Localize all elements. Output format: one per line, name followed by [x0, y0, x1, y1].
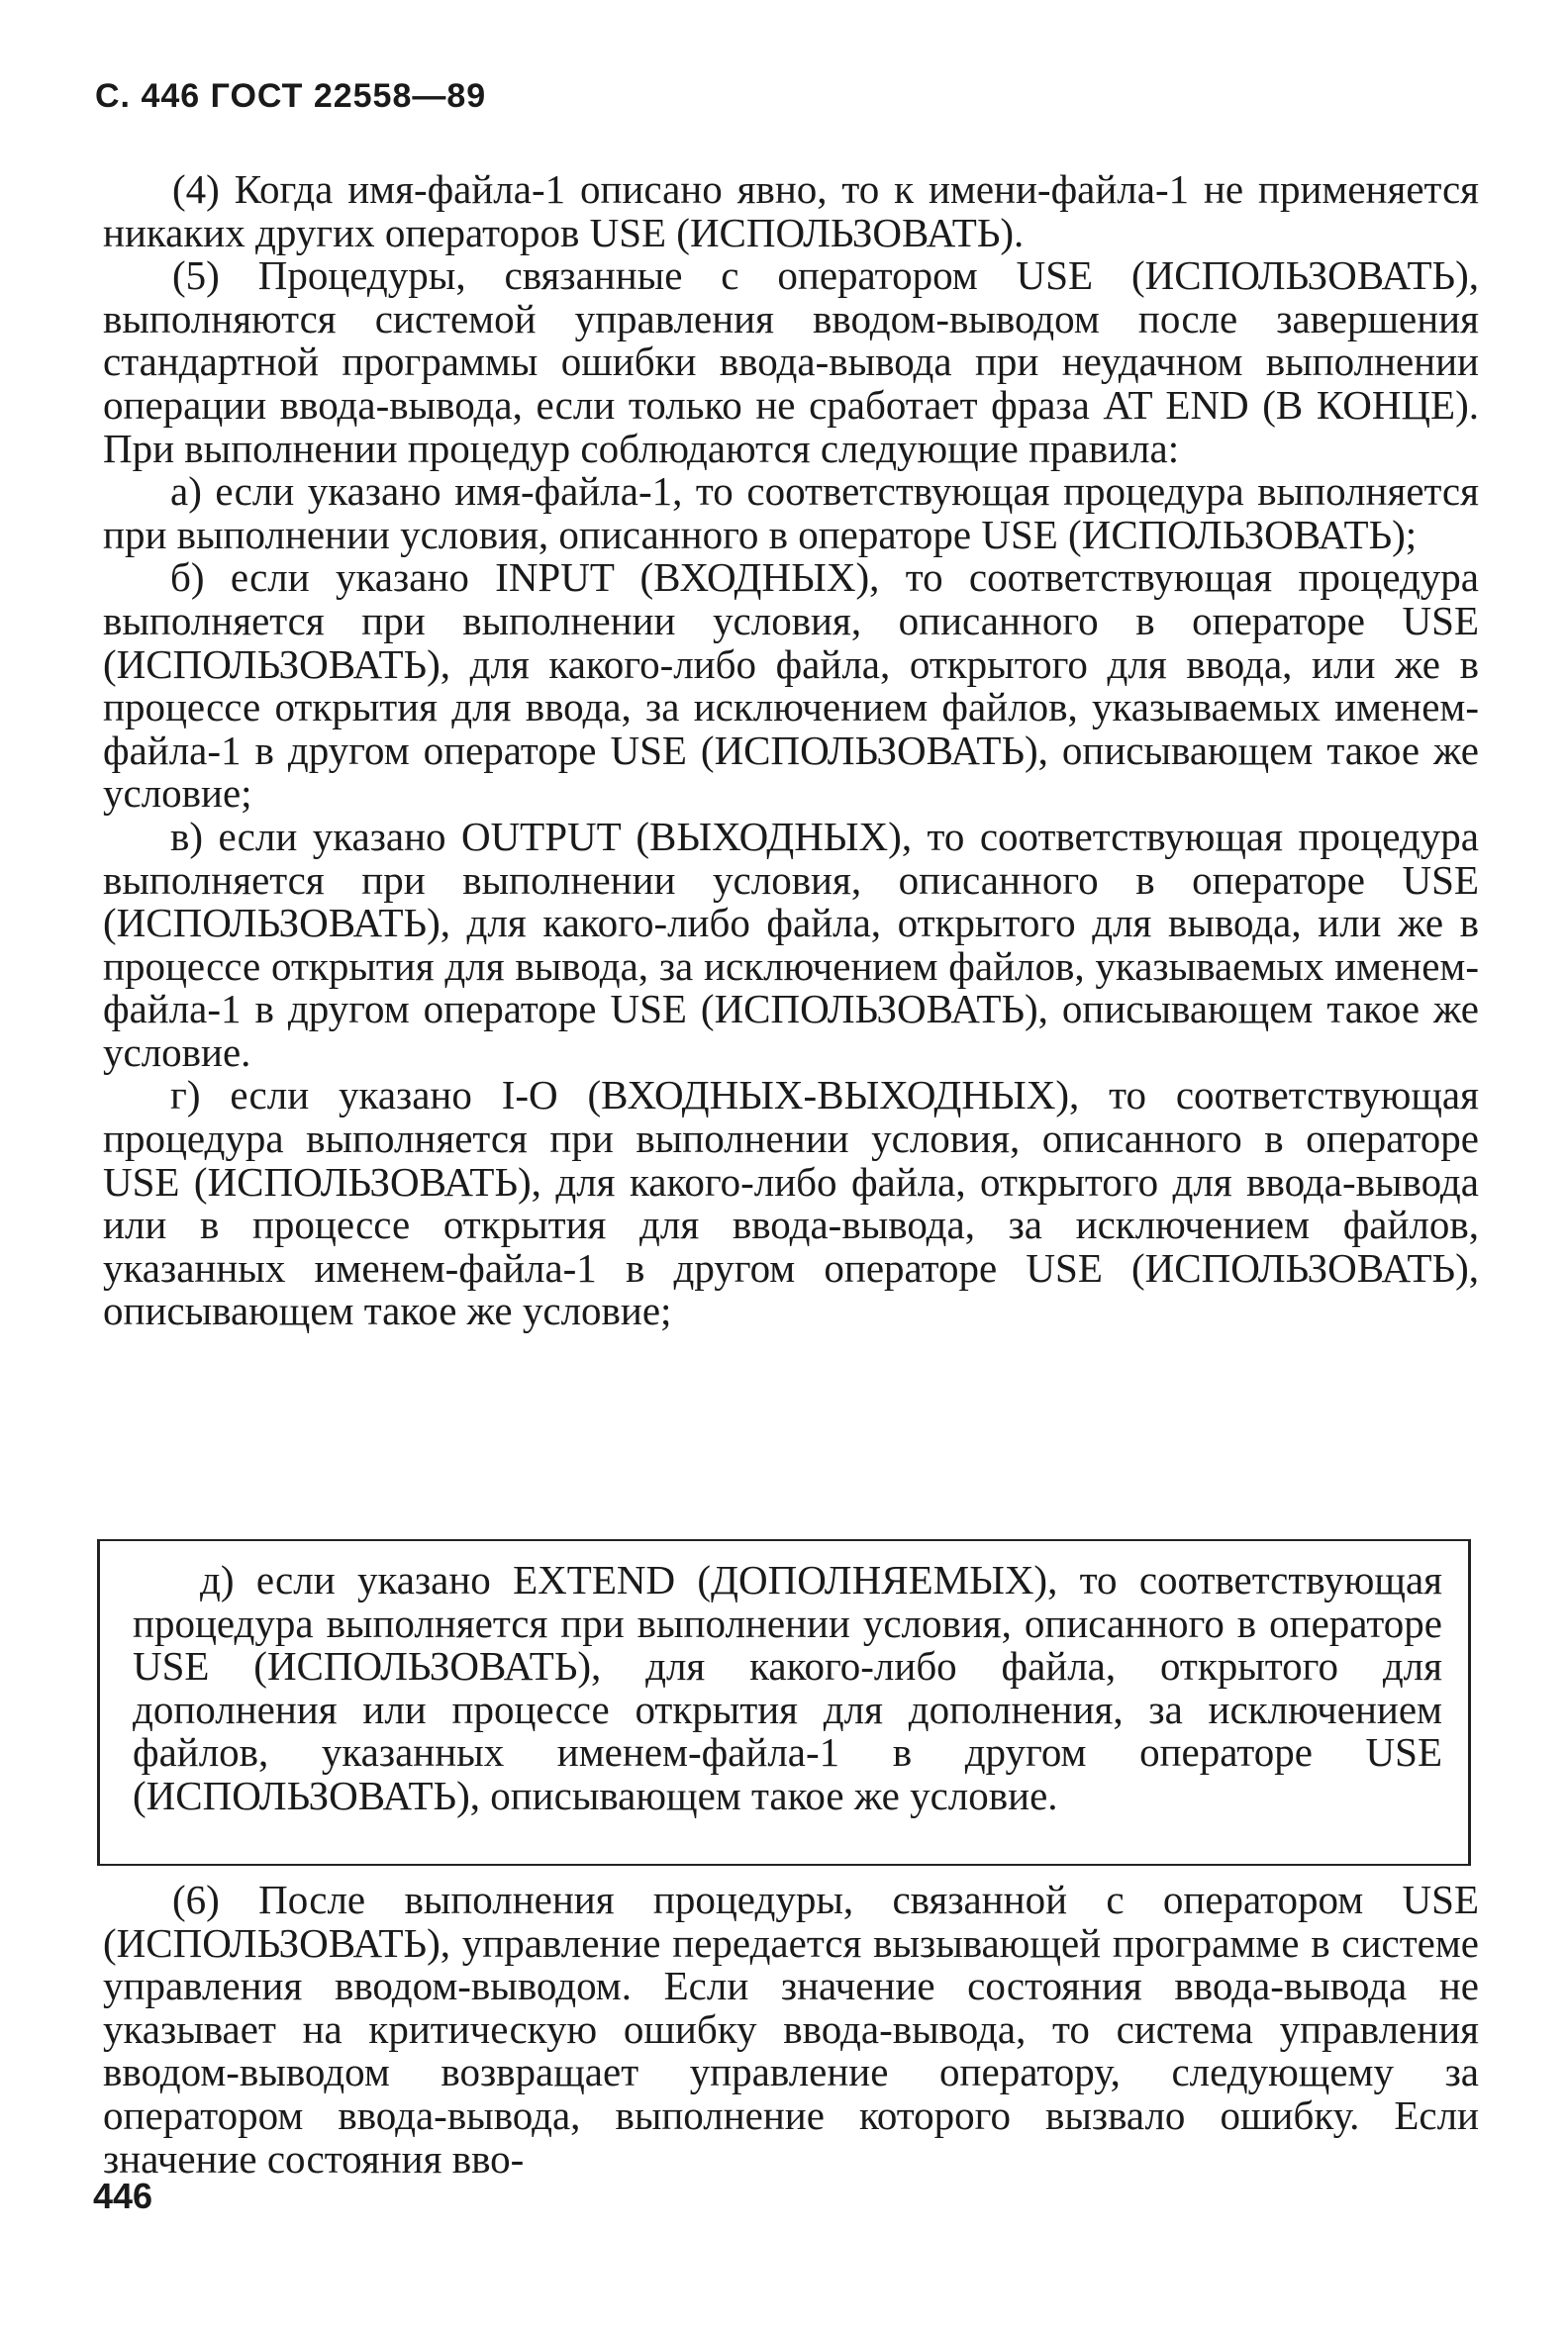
main-text-block	[103, 168, 1479, 1333]
boxed-text-block	[133, 1559, 1442, 1818]
paragraph-4: (4) Когда имя-файла-1 описано явно, то к имени-файла-1 не применяется никаких других операторов USE (ИСПОЛЬЗОВАТЬ).	[103, 166, 1479, 255]
boxed-amendment	[97, 1539, 1471, 1866]
list-item-v: в) если указано OUTPUT (ВЫХОДНЫХ), то соответствующая процедура выполняется при выполнении условия, описанного в операторе USE (ИСПОЛЬЗОВАТЬ), для какого-либо файла, открытого для вывода, или же в процессе открытия для вывода, за исключением файлов, указываемых именем-файла-1 в другом операторе USE (ИСПОЛЬЗОВАТЬ), описывающем такое же условие.	[103, 813, 1479, 1075]
page-number: 446	[93, 2176, 153, 2216]
list-item-b: б) если указано INPUT (ВХОДНЫХ), то соответствующая процедура выполняется при выполнении условия, описанного в операторе USE (ИСПОЛЬЗОВАТЬ), для какого-либо файла, открытого для ввода, или же в процессе открытия для ввода, за исключением файлов, указываемых именем-файла-1 в другом операторе USE (ИСПОЛЬЗОВАТЬ), описывающем такое же условие;	[103, 554, 1479, 817]
list-item-g: г) если указано I-O (ВХОДНЫХ-ВЫХОДНЫХ), то соответствующая процедура выполняется при выполнении условия, описанного в операторе USE (ИСПОЛЬЗОВАТЬ), для какого-либо файла, открытого для ввода-вывода или в процессе открытия для ввода-вывода, за исключением файлов, указанных именем-файла-1 в другом операторе USE (ИСПОЛЬЗОВАТЬ), описывающем такое же условие;	[103, 1072, 1479, 1334]
paragraph-6: (6) После выполнения процедуры, связанной с оператором USE (ИСПОЛЬЗОВАТЬ), управление передается вызывающей программе в системе управления вводом-выводом. Если значение состояния ввода-вывода не указывает на критическую ошибку ввода-вывода, то система управления вводом-выводом возвращает управление оператору, следующему за оператором ввода-вывода, выполнение которого вызвало ошибку. Если значение состояния вво-	[103, 1877, 1479, 2182]
continuation-text-block	[103, 1879, 1479, 2181]
list-item-d: д) если указано EXTEND (ДОПОЛНЯЕМЫХ), то соответствующая процедура выполняется при выполнении условия, описанного в операторе USE (ИСПОЛЬЗОВАТЬ), для какого-либо файла, открытого для дополнения или процессе открытия для дополнения, за исключением файлов, указанных именем-файла-1 в другом операторе USE (ИСПОЛЬЗОВАТЬ), описывающем такое же условие.	[133, 1557, 1442, 1818]
running-head: С. 446 ГОСТ 22558—89	[95, 77, 487, 115]
paragraph-5: (5) Процедуры, связанные с оператором USE (ИСПОЛЬЗОВАТЬ), выполняются системой управления вводом-выводом после завершения стандартной программы ошибки ввода-вывода при неудачном выполнении операции ввода-вывода, если только не сработает фраза AT END (В КОНЦЕ). При выполнении процедур соблюдаются следующие правила:	[103, 252, 1479, 471]
list-item-a: а) если указано имя-файла-1, то соответствующая процедура выполняется при выполнении условия, описанного в операторе USE (ИСПОЛЬЗОВАТЬ);	[103, 468, 1479, 557]
